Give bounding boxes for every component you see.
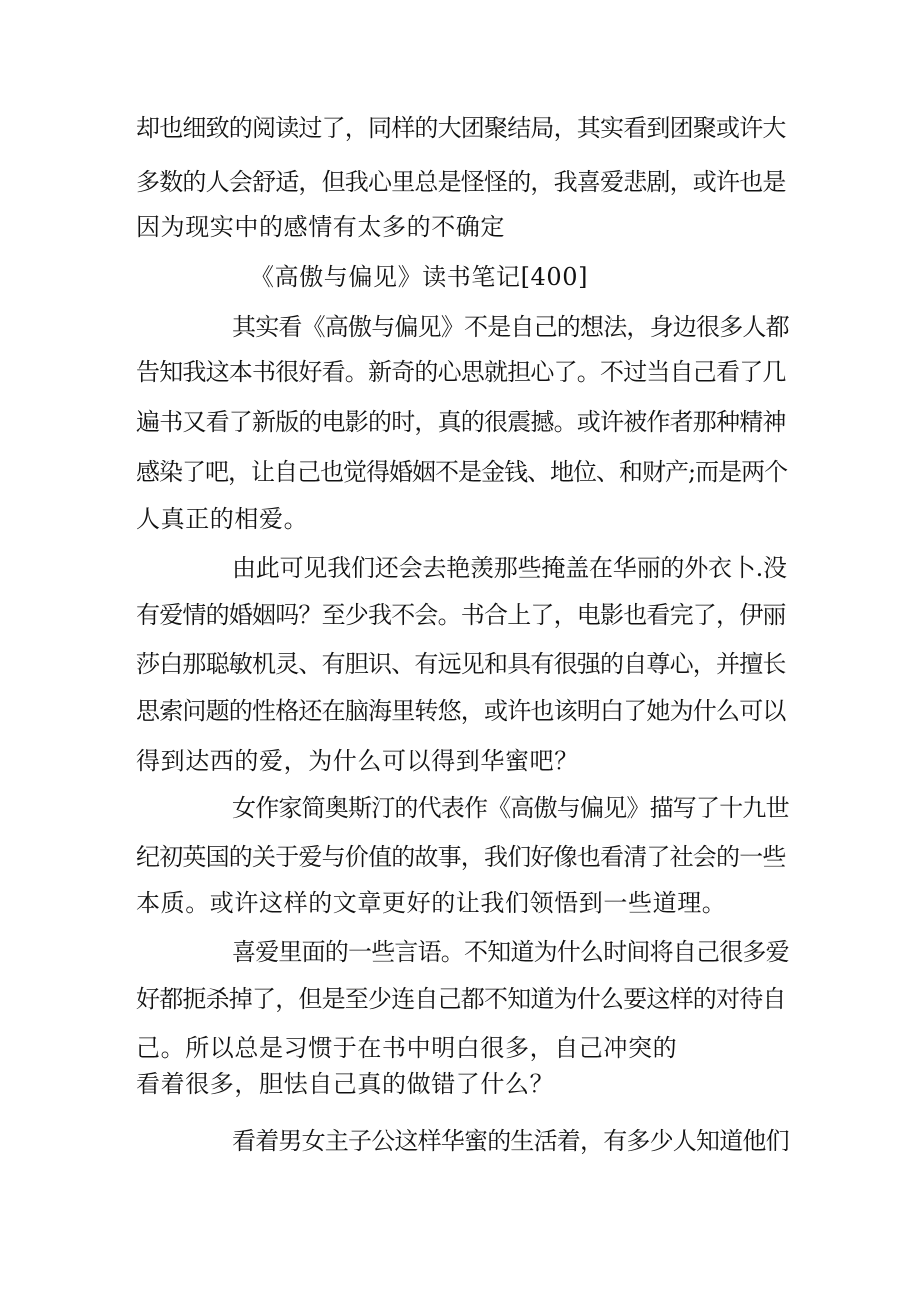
text-line: 思索问题的性格还在脑海里转悠，或许也该明白了她为什么可以 (136, 697, 786, 725)
text-line: 莎白那聪敏机灵、有胆识、有远见和具有很强的自尊心，并擅长 (136, 650, 786, 678)
text-line: 人真正的相爱。 (136, 505, 309, 533)
text-line: 却也细致的阅读过了，同样的大团聚结局，其实看到团聚或许大 (136, 114, 786, 142)
paragraph-line: 女作家简奥斯汀的代表作《高傲与偏见》描写了十九世 (232, 794, 789, 822)
paragraph-line: 喜爱里面的一些言语。不知道为什么时间将自己很多爱 (232, 938, 789, 966)
text-line: 好都扼杀掉了，但是至少连自己都不知道为什么要这样的对待自 (136, 985, 786, 1013)
text-line: 因为现实中的感情有太多的不确定 (136, 213, 505, 241)
text-line: 告知我这本书很好看。新奇的心思就担心了。不过当自己看了几 (136, 358, 786, 386)
paragraph-line: 看着男女主子公这样华蜜的生活着，有多少人知道他们 (232, 1127, 789, 1155)
text-line: 本质。或许这样的文章更好的让我们领悟到一些道理。 (136, 889, 727, 917)
text-line: 多数的人会舒适，但我心里总是怪怪的，我喜爱悲剧，或许也是 (136, 168, 786, 196)
text-line: 遍书又看了新版的电影的时，真的很震撼。或许被作者那种精神 (136, 408, 786, 436)
text-line: 纪初英国的关于爱与价值的故事，我们好像也看清了社会的一些 (136, 843, 786, 871)
text-line: 感染了吧，让自己也觉得婚姻不是金钱、地位、和财产;而是两个 (136, 458, 788, 486)
text-line: 得到达西的爱，为什么可以得到华蜜吧？ (136, 747, 579, 775)
paragraph-line: 其实看《高傲与偏见》不是自己的想法，身边很多人都 (232, 313, 789, 341)
text-line: 己。所以总是习惯于在书中明白很多，自己冲突的 (136, 1034, 678, 1062)
text-line: 有爱情的婚姻吗？至少我不会。书合上了，电影也看完了，伊丽 (136, 601, 786, 629)
text-line: 看着很多，胆怯自己真的做错了什么？ (136, 1070, 555, 1098)
paragraph-line: 由此可见我们还会去艳羡那些掩盖在华丽的外衣卜.没 (232, 554, 787, 582)
section-title: 《高傲与偏见》读书笔记[400] (250, 263, 589, 291)
